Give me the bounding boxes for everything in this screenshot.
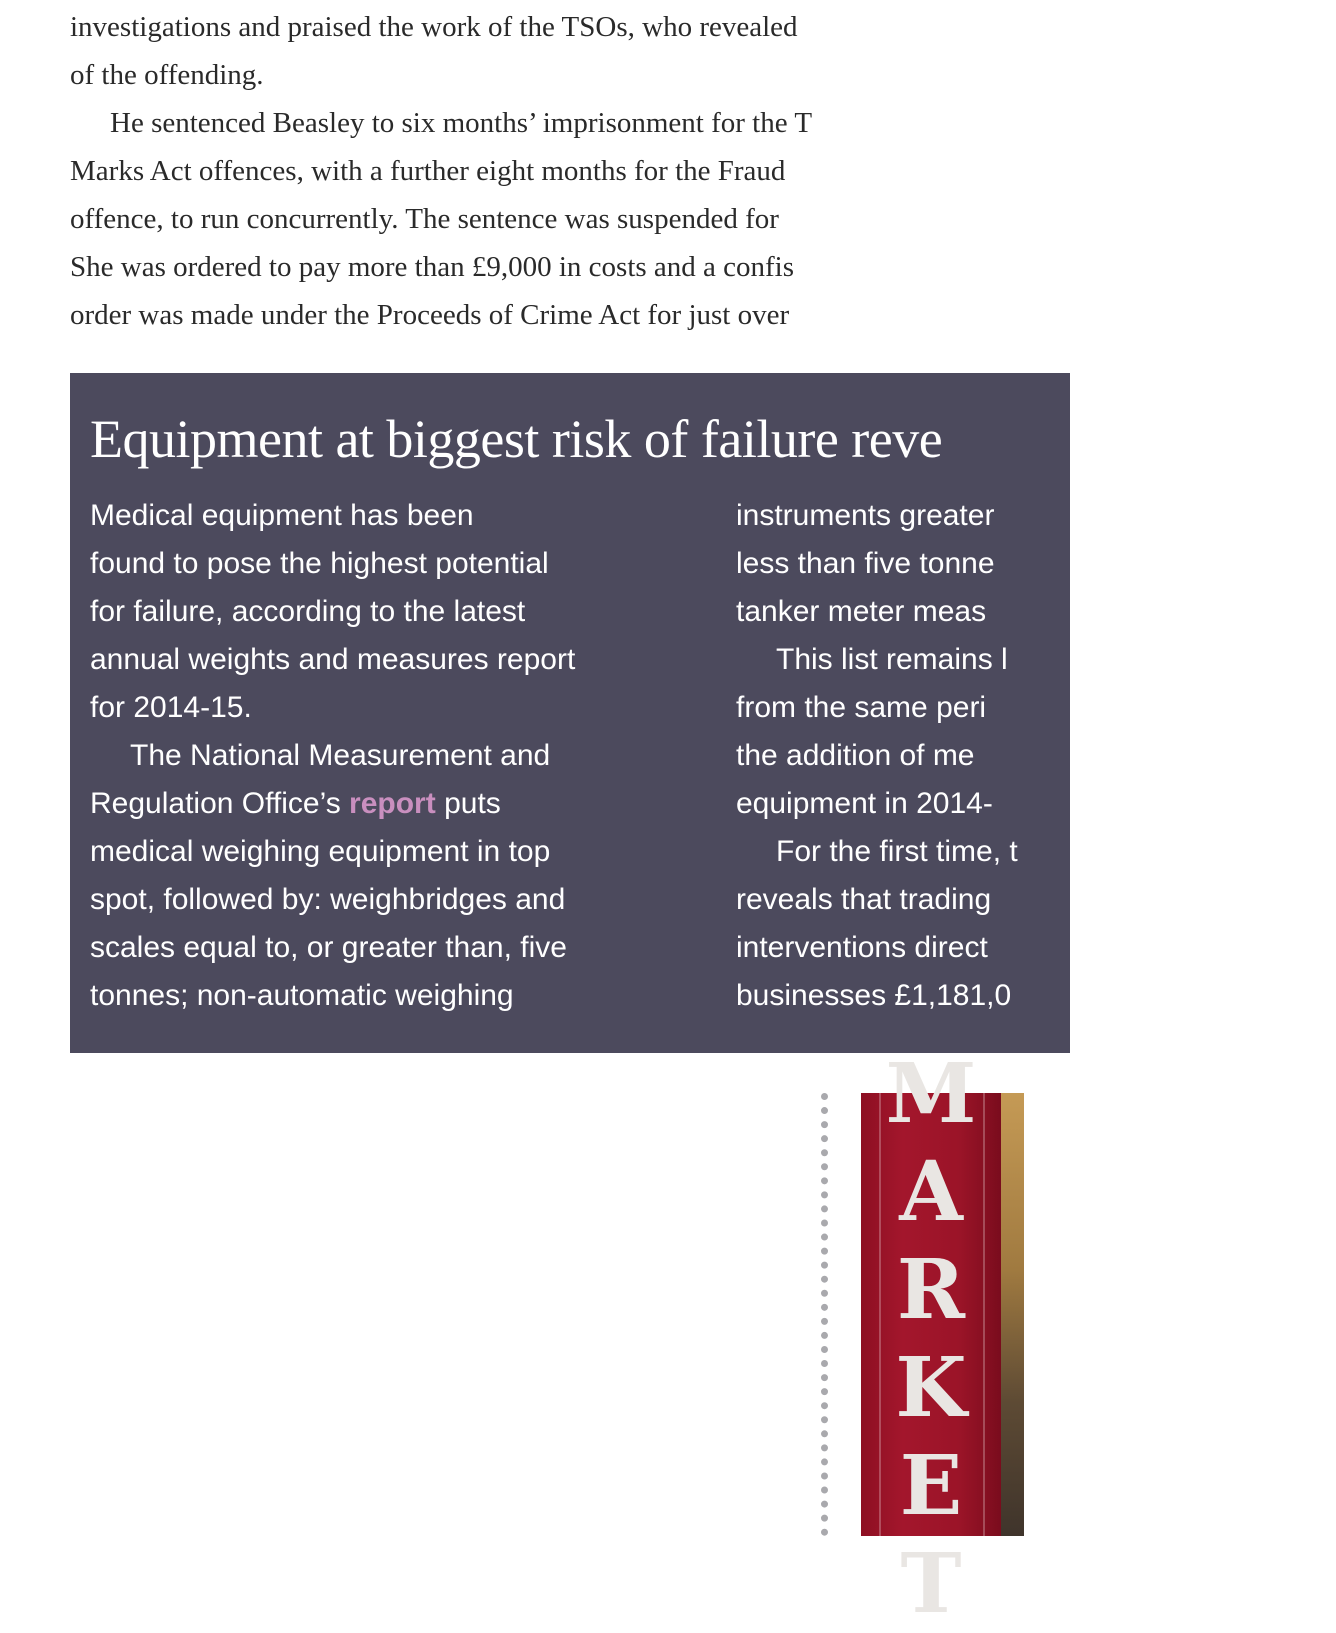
sidebar-text-line: found to pose the highest potential <box>90 547 549 580</box>
sidebar-text-line: equipment in 2014- <box>736 787 993 820</box>
article-line: Marks Act offences, with a further eight months for the Fraud <box>70 155 786 187</box>
market-sign <box>861 1046 1001 1632</box>
sidebar-text-line: annual weights and measures report <box>90 643 576 676</box>
market-sign-photo <box>861 1046 1024 1632</box>
article-line: of the offending. <box>70 59 264 91</box>
sidebar-text-line: for failure, according to the latest <box>90 595 526 628</box>
sidebar-text-line: from the same peri <box>736 691 987 724</box>
article-line: He sentenced Beasley to six months’ imprisonment for the T <box>110 107 813 139</box>
sidebar-text-line: spot, followed by: weighbridges and <box>90 883 566 916</box>
article-body <box>70 3 1270 339</box>
article-line: order was made under the Proceeds of Crime Act for just over <box>70 299 790 331</box>
dotted-divider <box>821 1093 828 1536</box>
sign-letter: R <box>896 1242 966 1338</box>
sidebar-text-line: This list remains l <box>776 643 1008 676</box>
sidebar-text-line: reveals that trading <box>736 883 992 916</box>
sidebar-text-fragment: puts <box>435 787 501 820</box>
sign-letter: M <box>885 1046 977 1142</box>
sidebar-text-line: businesses £1,181,0 <box>736 979 1012 1012</box>
sign-letter: E <box>899 1438 963 1534</box>
sidebar-text-line: interventions direct <box>736 931 988 964</box>
sign-letter: A <box>899 1144 963 1240</box>
photo-background-wall <box>1001 1093 1024 1536</box>
article-line: offence, to run concurrently. The sentence was suspended for <box>70 203 779 235</box>
sidebar-text-line: medical weighing equipment in top <box>90 835 551 868</box>
article-line: investigations and praised the work of the TSOs, who revealed <box>70 11 798 43</box>
sidebar-box <box>70 373 1070 1053</box>
sidebar-text-fragment: Regulation Office’s <box>90 787 350 820</box>
article-line: She was ordered to pay more than £9,000 in costs and a confis <box>70 251 795 283</box>
sidebar-text-line: Medical equipment has been <box>90 499 474 532</box>
sidebar-text-line: The National Measurement and <box>130 739 551 772</box>
sidebar-text-line: tanker meter meas <box>736 595 987 628</box>
sidebar-text-line: less than five tonne <box>736 547 995 580</box>
sign-letters <box>861 1045 1001 1633</box>
sidebar-title: Equipment at biggest risk of failure reve <box>90 409 943 469</box>
sidebar-text-line: For the first time, t <box>776 835 1018 868</box>
sidebar-left-column <box>90 492 710 1020</box>
sidebar-text-line: instruments greater <box>736 499 995 532</box>
sidebar-right-column <box>736 492 1336 1020</box>
sidebar-text-line: tonnes; non-automatic weighing <box>90 979 514 1012</box>
sidebar-text-line <box>90 780 710 828</box>
report-link[interactable]: report <box>349 787 436 820</box>
sidebar-text-line: the addition of me <box>736 739 975 772</box>
sidebar-text-line: for 2014-15. <box>90 691 252 724</box>
sign-letter: K <box>895 1340 967 1436</box>
sign-letter: T <box>900 1536 962 1632</box>
sidebar-text-line: scales equal to, or greater than, five <box>90 931 567 964</box>
